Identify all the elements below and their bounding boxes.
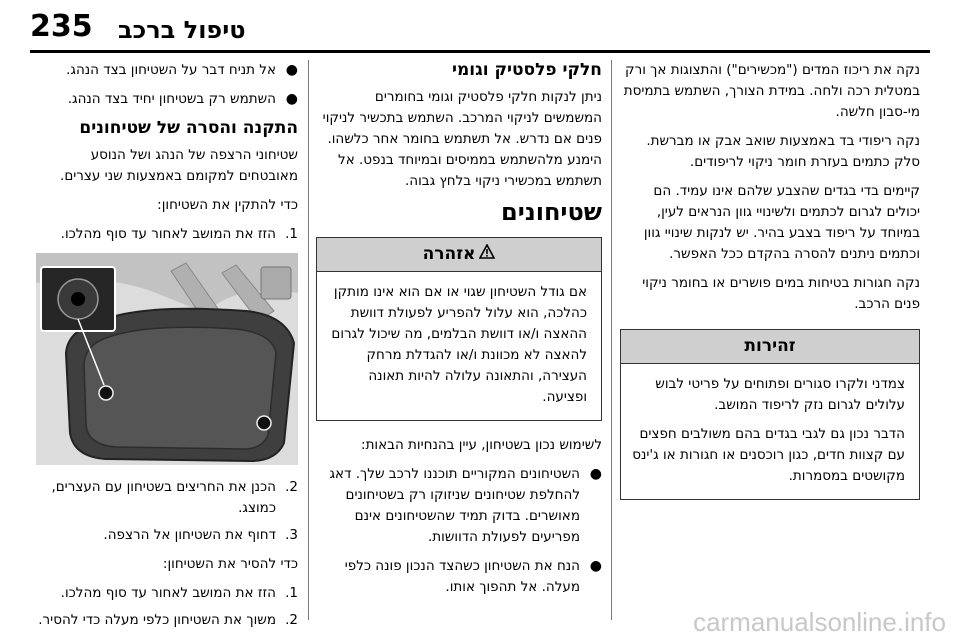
install-steps-continued bbox=[30, 477, 298, 546]
list-item: ● השטיחונים המקוריים תוכננו לרכב שלך. דאג להחלפת שטיחונים שניזוקו רק בשטיחונים מאושרים. בדוק תמיד שהשטיחונים אינם מפריעים לפעולת הדוושות. bbox=[329, 466, 602, 545]
right-column bbox=[620, 60, 920, 514]
remove-steps bbox=[30, 583, 298, 631]
column-divider bbox=[308, 60, 309, 620]
floor-mat-illustration bbox=[36, 253, 298, 465]
paragraph: לשימוש נכון בשטיחון, עיין בהנחיות הבאות: bbox=[361, 437, 602, 453]
paragraph: נקה ריפודי בד באמצעות שואב אבק או מברשת. סלק כתמים בעזרת חומר ניקוי לריפודים. bbox=[646, 133, 920, 170]
left-column bbox=[30, 60, 298, 639]
list-item: ● אל תניח דבר על השטיחון בצד הנהג. bbox=[30, 60, 298, 81]
paragraph: נקה את ריכוז המדים ("מכשירים") והתצוגות אך ורק במטלית רכה ולחה. במידת הצורך, השתמש בתמיסת מי-סבון חלשה. bbox=[623, 62, 920, 120]
warning-body: אם גודל השטיחון שגוי או אם הוא אינו מותקן כהלכה, הוא עלול להפריע לפעולת דוושת ההאצה ו/או דוושת הבלמים, מה שיכול לגרום להאצה לא מכוונת ו/או להגדלת מרחק העצירה, והתאונה עלולה להיות תאונה ופציעה. bbox=[331, 284, 587, 405]
list-item: ● השתמש רק בשטיחון יחיד בצד הנהג. bbox=[30, 89, 298, 110]
bullet-list bbox=[316, 464, 602, 598]
warning-header bbox=[317, 238, 601, 272]
list-item: 1. הזז את המושב לאחור עד סוף מהלכו. bbox=[60, 585, 298, 601]
list-item: 2. משוך את השטיחון כלפי מעלה כדי להסיר. bbox=[38, 612, 298, 628]
header-rule bbox=[30, 50, 930, 53]
bullet-list bbox=[30, 60, 298, 110]
caution-title: זהירות bbox=[621, 330, 919, 364]
list-item: 3. דחוף את השטיחון אל הרצפה. bbox=[103, 527, 298, 543]
paragraph: שטיחוני הרצפה של הנהג ושל הנוסע מאובטחים למקומם באמצעות שני עצרים. bbox=[60, 147, 298, 184]
install-steps bbox=[30, 224, 298, 245]
list-item: ● הנח את השטיחון כשהצד הנכון פונה כלפי מעלה. אל תהפוך אותו. bbox=[344, 558, 602, 595]
watermark: carmanualsonline.info bbox=[693, 607, 946, 637]
paragraph: נקה חגורות בטיחות במים פושרים או בחומר ניקוי פנים הרכב. bbox=[642, 275, 920, 312]
section-title-plastic: חלקי פלסטיק וגומי bbox=[452, 60, 602, 80]
list-item: 2. הכנן את החריצים בשטיחון עם העצרים, כמוצג. bbox=[51, 479, 298, 516]
page-header bbox=[30, 9, 930, 50]
caution-box bbox=[620, 329, 920, 500]
caution-paragraph: צמדני ולקרו סגורים ופתוחים על פריטי לבוש עלולים לגרום נזק לריפוד המושב. bbox=[655, 376, 905, 413]
section-title-install: התקנה והסרה של שטיחונים bbox=[79, 118, 298, 138]
bullet-icon: ● bbox=[589, 466, 602, 482]
warning-box bbox=[316, 237, 602, 421]
bullet-icon: ● bbox=[285, 62, 298, 78]
warning-triangle-icon bbox=[479, 244, 495, 265]
warning-title: אזהרה bbox=[422, 244, 476, 264]
caution-body bbox=[621, 364, 919, 499]
bullet-icon: ● bbox=[285, 91, 298, 107]
remove-label: כדי להסיר את השטיחון: bbox=[162, 556, 298, 572]
install-label: כדי להתקין את השטיחון: bbox=[157, 197, 298, 213]
bullet-icon: ● bbox=[589, 558, 602, 574]
column-divider bbox=[611, 60, 612, 620]
page-number: 235 bbox=[30, 9, 93, 44]
middle-column bbox=[316, 60, 602, 606]
list-item: 1. הזז את המושב לאחור עד סוף מהלכו. bbox=[60, 226, 298, 242]
paragraph: קיימים בדי בגדים שהצבע שלהם אינו עמיד. הם יכולים לגרום לכתמים ולשינויי גוון הנראים לעין, במיוחד על ריפוד בצבע בהיר. יש לנקות שינויי גוון וכתמים ניתנים להסרה בהקדם ככל האפשר. bbox=[643, 183, 920, 262]
section-title-mats: שטיחונים bbox=[501, 198, 602, 226]
paragraph: ניתן לנקות חלקי פלסטיק וגומי בחומרים המשמשים לניקוי המרכב. השתמש בתכשיר לניקוי פנים אם נדרש. אל תשתמש בחומר אחר כלשהו. הימנע מלהשתמש בממיסים ובמיוחד בנפט. אל תשתמש במכשירי ניקוי בלחץ גבוה. bbox=[322, 89, 602, 189]
caution-paragraph: הדבר נכון גם לגבי בגדים בהם משולבים חפצים עם קצוות חדים, כגון רוכסנים או חגורות או ג'ינס מקושטים במסמרות. bbox=[632, 426, 905, 484]
chapter-title: טיפול ברכב bbox=[118, 16, 246, 44]
